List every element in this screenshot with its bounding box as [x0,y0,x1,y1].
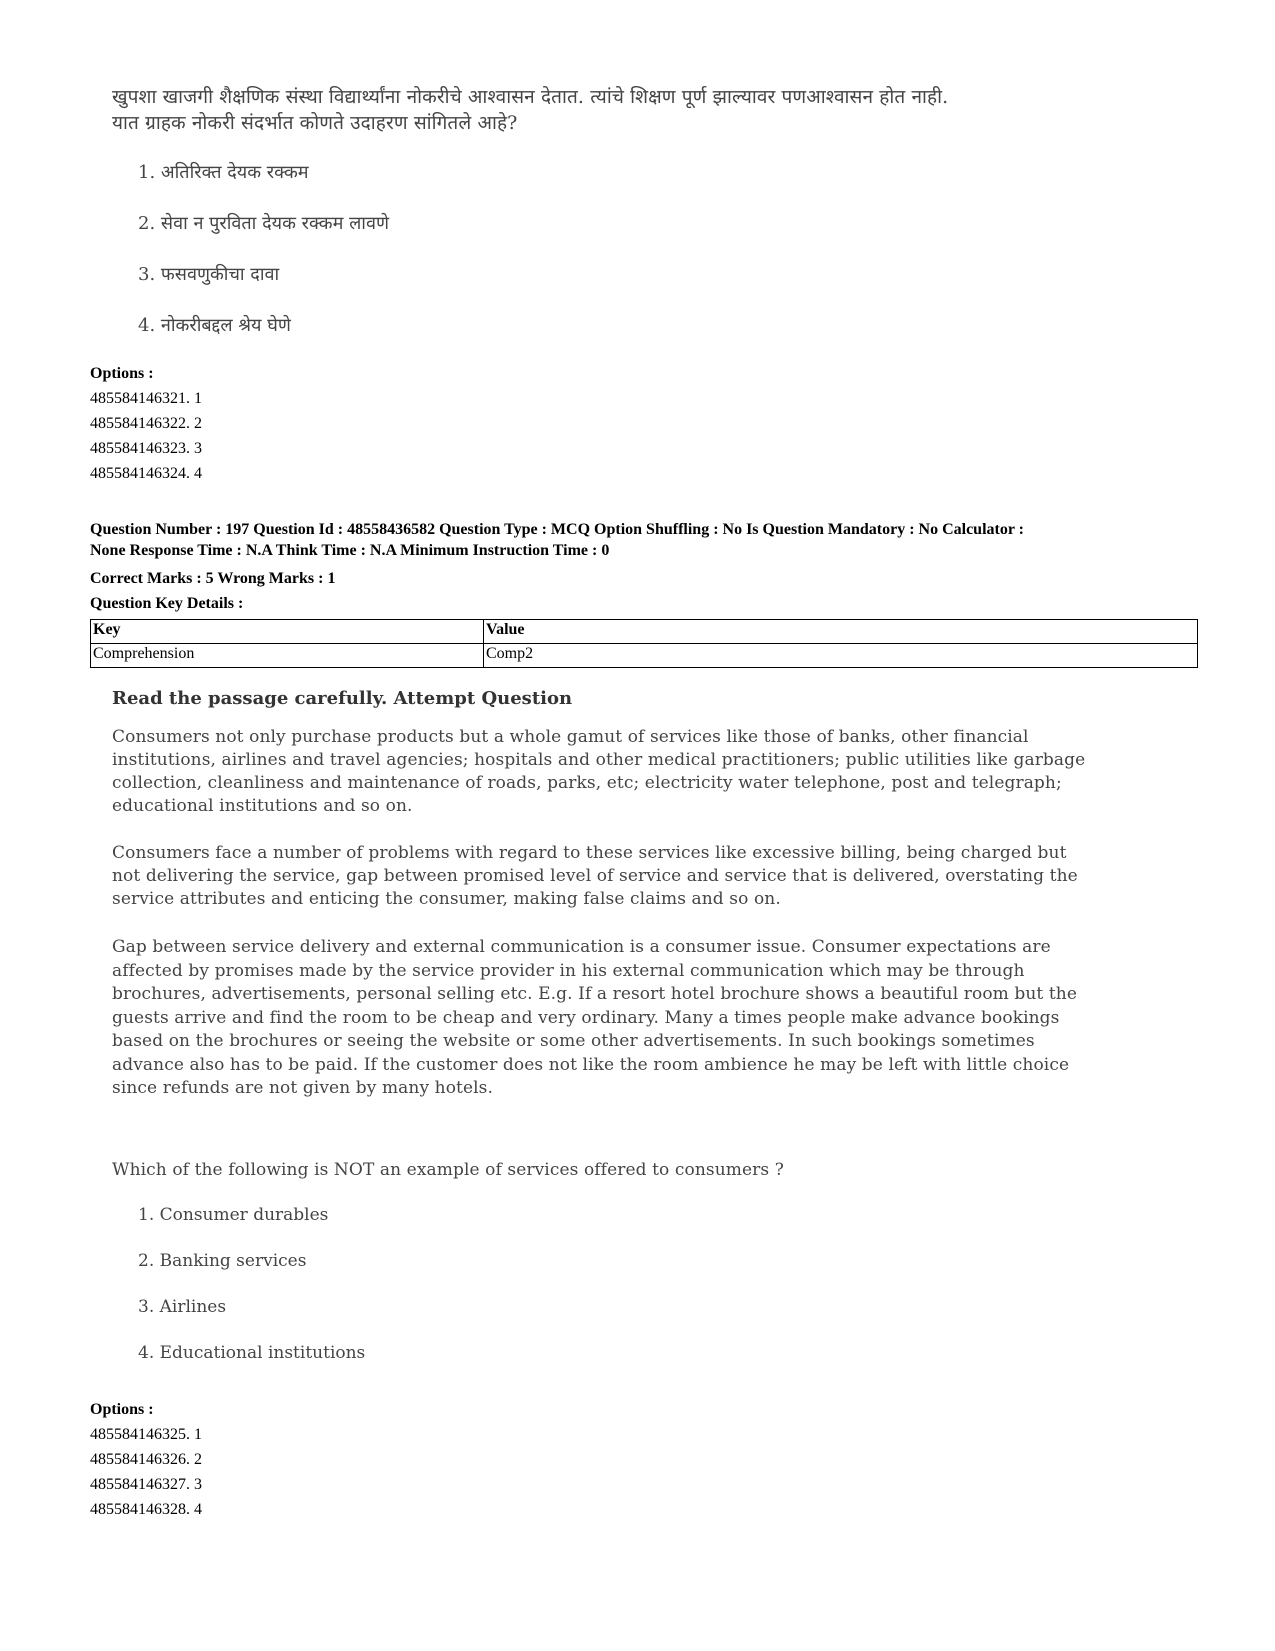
passage-line: since refunds are not given by many hotels. [112,1078,494,1098]
english-choice-2: 2. Banking services [138,1251,307,1271]
options-heading: Options : [90,1401,154,1418]
english-choice-list [138,1202,365,1386]
option-item: 485584146321. 1 [90,390,202,407]
marathi-choice-list [138,160,389,364]
passage-line: advance also has to be paid. If the customer does not like the room ambience he may be left with little choice [112,1054,1070,1075]
english-choice-4: 4. Educational institutions [138,1343,366,1363]
passage-line: brochures, advertisements, personal selling etc. E.g. If a resort hotel brochure shows a beautiful room but the [112,984,1077,1004]
table-row [91,644,1198,668]
passage-line: collection, cleanliness and maintenance of roads, parks, etc; electricity water telephone, post and telegraph; [112,773,1062,793]
table-cell-value: Comp2 [484,644,1198,668]
passage-paragraph-1 [112,726,1085,818]
marathi-choice-4: 4. नोकरीबद्दल श्रेय घेणे [138,315,291,336]
options-block-2 [90,1397,202,1522]
passage-line: based on the brochures or seeing the website or some other advertisements. In such bookings sometimes [112,1031,1035,1051]
option-item: 485584146328. 4 [90,1501,202,1518]
marathi-question-line-2: यात ग्राहक नोकरी संदर्भात कोणते उदाहरण सांगितले आहे? [112,112,518,134]
passage-line: not delivering the service, gap between promised level of service and service that is delivered, overstating the [112,866,1078,886]
table-header-row [91,620,1198,644]
passage-line: institutions, airlines and travel agencies; hospitals and other medical practitioners; public utilities like garbage [112,750,1086,770]
option-item: 485584146327. 3 [90,1476,202,1493]
passage-line: Consumers not only purchase products but a whole gamut of services like those of banks, other financial [112,727,1029,747]
option-item: 485584146323. 3 [90,440,202,457]
marathi-choice-2: 2. सेवा न पुरविता देयक रक्कम लावणे [138,213,389,234]
question-marks [90,566,335,616]
passage-line: Consumers face a number of problems with regard to these services like excessive billing, being charged but [112,843,1067,863]
passage-heading: Read the passage carefully. Attempt Question [112,688,573,709]
question-meta [90,519,1024,561]
question-meta-line-1: Question Number : 197 Question Id : 48558436582 Question Type : MCQ Option Shuffling : No Is Question Mandatory : No Calculator : [90,521,1024,538]
english-choice-1: 1. Consumer durables [138,1205,329,1225]
passage-paragraph-3 [112,936,1077,1101]
option-item: 485584146322. 2 [90,415,202,432]
option-item: 485584146325. 1 [90,1426,202,1443]
key-details-table [90,619,1198,668]
marathi-choice-1: 1. अतिरिक्त देयक रक्कम [138,162,309,183]
english-choice-3: 3. Airlines [138,1297,227,1317]
passage-line: educational institutions and so on. [112,796,413,816]
option-item: 485584146326. 2 [90,1451,202,1468]
key-details-label: Question Key Details : [90,595,244,612]
options-heading: Options : [90,365,154,382]
marathi-question-line-1: खुपशा खाजगी शैक्षणिक संस्था विद्यार्थ्यांना नोकरीचे आश्वासन देतात. त्यांचे शिक्षण पूर्ण झाल्यावर पणआश्वासन होत नाही. [112,86,949,108]
marathi-question-text [112,84,948,136]
table-header-key: Key [91,620,484,644]
passage-line: Gap between service delivery and external communication is a consumer issue. Consumer expectations are [112,937,1051,957]
passage-line: guests arrive and find the room to be cheap and very ordinary. Many a times people make advance bookings [112,1007,1060,1028]
passage-paragraph-2 [112,842,1078,911]
question-meta-line-2: None Response Time : N.A Think Time : N.A Minimum Instruction Time : 0 [90,542,610,559]
passage-line: affected by promises made by the service provider in his external communication which may be through [112,960,1025,981]
options-block-1 [90,361,202,486]
passage-line: service attributes and enticing the consumer, making false claims and so on. [112,889,781,909]
table-header-value: Value [484,620,1198,644]
marathi-choice-3: 3. फसवणुकीचा दावा [138,264,280,285]
english-question-prompt: Which of the following is NOT an example of services offered to consumers ? [112,1160,784,1180]
option-item: 485584146324. 4 [90,465,202,482]
marks-line: Correct Marks : 5 Wrong Marks : 1 [90,570,336,587]
table-cell-key: Comprehension [91,644,484,668]
